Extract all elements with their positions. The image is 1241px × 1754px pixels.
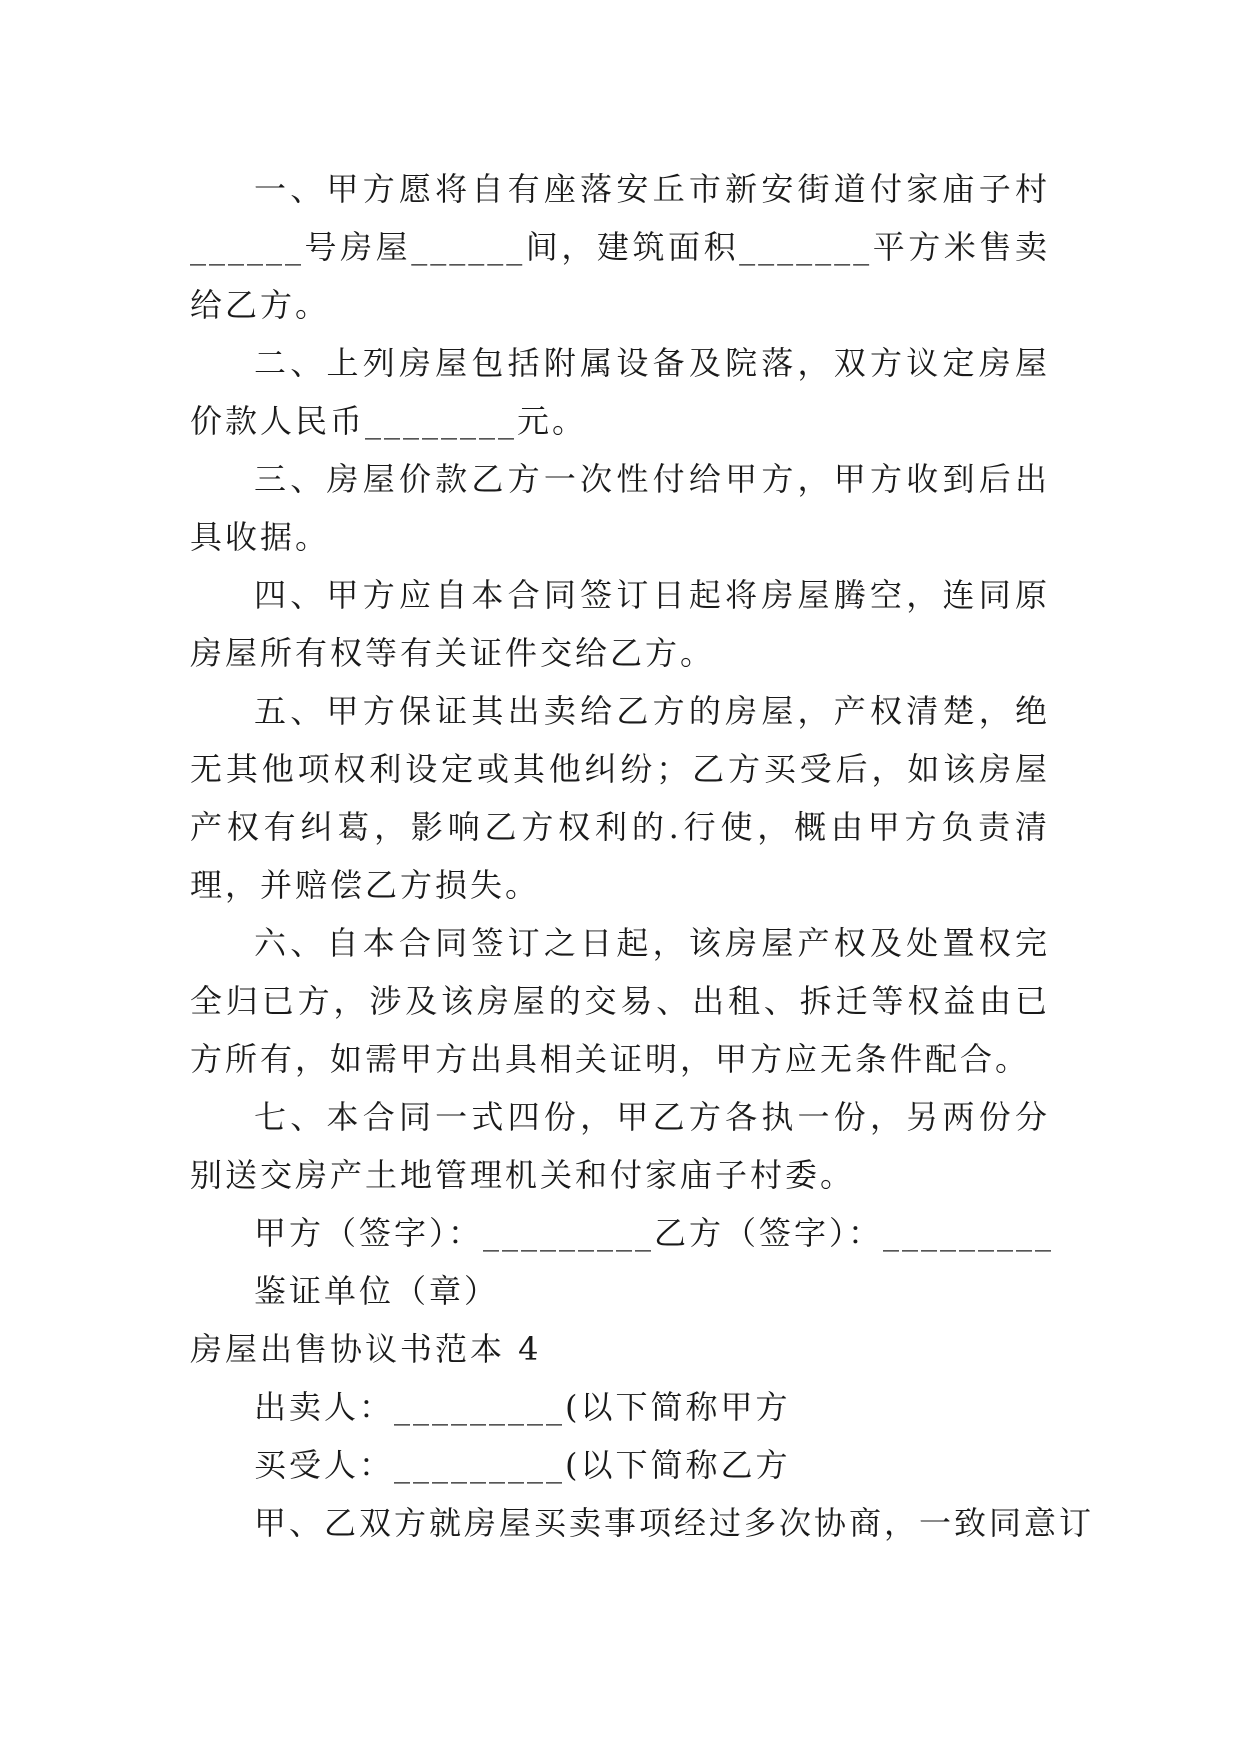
buyer-line: 买受人：_________(以下简称乙方	[254, 1446, 791, 1484]
signature-line: 甲方（签字）：_________乙方（签字）：_________	[254, 1214, 1055, 1252]
clause-1: 一、甲方愿将自有座落安丘市新安街道付家庙子村______号房屋______间，建筑面积_______平方米售卖给乙方。	[190, 170, 1050, 324]
clause-7: 七、本合同一式四份，甲乙方各执一份，另两份分别送交房产土地管理机关和付家庙子村委。	[190, 1098, 1050, 1194]
document-body	[190, 160, 1095, 1552]
seal-line: 鉴证单位（章）	[254, 1272, 500, 1310]
clause-6: 六、自本合同签订之日起，该房屋产权及处置权完全归已方，涉及该房屋的交易、出租、拆迁等权益由已方所有，如需甲方出具相关证明，甲方应无条件配合。	[190, 924, 1050, 1078]
intro-line: 甲、乙双方就房屋买卖事项经过多次协商，一致同意订	[254, 1504, 1095, 1542]
clause-5: 五、甲方保证其出卖给乙方的房屋，产权清楚，绝无其他项权利设定或其他纠纷；乙方买受后，如该房屋产权有纠葛，影响乙方权利的.行使，概由甲方负责清理，并赔偿乙方损失。	[190, 692, 1050, 904]
clause-2: 二、上列房屋包括附属设备及院落，双方议定房屋价款人民币________元。	[190, 344, 1050, 440]
clause-3: 三、房屋价款乙方一次性付给甲方，甲方收到后出具收据。	[190, 460, 1050, 556]
clause-4: 四、甲方应自本合同签订日起将房屋腾空，连同原房屋所有权等有关证件交给乙方。	[190, 576, 1050, 672]
section-title: 房屋出售协议书范本 4	[190, 1330, 542, 1368]
seller-line: 出卖人：_________(以下简称甲方	[254, 1388, 791, 1426]
